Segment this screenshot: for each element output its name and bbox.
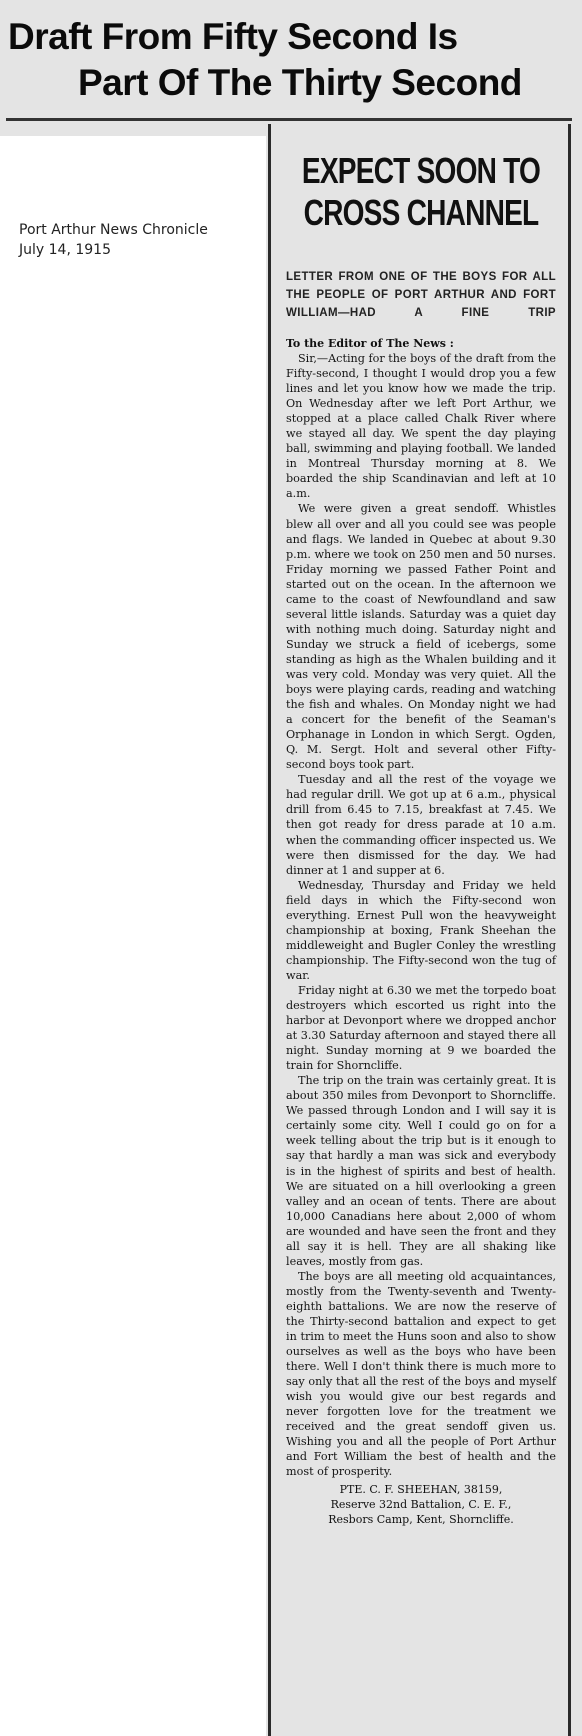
headline-line-1: Draft From Fifty Second Is bbox=[8, 16, 458, 57]
subhead-line-1: EXPECT SOON TO bbox=[301, 150, 541, 191]
paragraph-2: We were given a great sendoff. Whistles blew all over and all you could see was people and flags. We landed in Quebec at about 9.30 p.m. where we took on 250 men and 50 nurses. Friday morning we passed Father Point and started out on the ocean. In the afternoon we came to the coast of Newfoundland and saw several little islands. Saturday was a quiet day with nothing much doing. Saturday night and Sunday we struck a field of icebergs, some standing as high as the Whalen building and it was very cold. Monday was very quiet. All the boys were playing cards, reading and watching the fish and whales. On Monday night we had a concert for the benefit of the Seaman's Orphanage in London in which Sergt. Ogden, Q. M. Sergt. Holt and several other Fifty-second boys took part. bbox=[286, 502, 556, 772]
subhead-line-2: CROSS CHANNEL bbox=[303, 192, 539, 233]
paragraph-6: The trip on the train was certainly great. It is about 350 miles from Devonport to Shorncliffe. We passed through London and I will say it is certainly some city. Well I could go on for a week telling about the trip but is it enough to say that hardly a man was sick and everybody is in the highest of spirits and best of health. We are situated on a hill overlooking a green valley and an ocean of tents. There are about 10,000 Canadians here about 2,000 of whom are wounded and have seen the front and they all say it is hell. They are all shaking like leaves, mostly from gas. bbox=[286, 1074, 556, 1268]
source-caption-box bbox=[0, 136, 266, 1736]
column-rule-left bbox=[268, 124, 271, 1736]
headline-line-2: Part Of The Thirty Second bbox=[78, 62, 522, 103]
signature-block bbox=[286, 1482, 556, 1527]
paragraph-4: Wednesday, Thursday and Friday we held field days in which the Fifty-second won everything. Ernest Pull won the heavyweight championship at boxing, Frank Sheehan the middleweight and Bugler Conley the wrestling championship. The Fifty-second won the tug of war. bbox=[286, 878, 556, 982]
paragraph-5: Friday night at 6.30 we met the torpedo boat destroyers which escorted us right into the harbor at Devonport where we dropped anchor at 3.30 Saturday afternoon and stayed there all night. Sunday morning at 9 we boarded the train for Shorncliffe. bbox=[286, 983, 556, 1073]
signature-unit: Reserve 32nd Battalion, C. E. F., bbox=[330, 1497, 512, 1511]
signature-name: PTE. C. F. SHEEHAN, 38159, bbox=[339, 1482, 503, 1496]
salutation: To the Editor of The News : bbox=[286, 337, 454, 350]
paragraph-3: Tuesday and all the rest of the voyage we had regular drill. We got up at 6 a.m., physical drill from 6.45 to 7.15, breakfast at 7.45. We then got ready for dress parade at 10 a.m. when the commanding officer inspected us. We were then dismissed for the day. We had dinner at 1 and supper at 6. bbox=[286, 773, 556, 877]
signature-camp: Resbors Camp, Kent, Shorncliffe. bbox=[328, 1512, 514, 1526]
caption-source: Port Arthur News Chronicle bbox=[19, 222, 208, 238]
article-subhead bbox=[292, 150, 549, 234]
article-deck: LETTER FROM ONE OF THE BOYS FOR ALL THE PEOPLE OF PORT ARTHUR AND FORT WILLIAM—HAD A FINE TRIP bbox=[286, 271, 556, 319]
paragraph-1: Sir,—Acting for the boys of the draft from the Fifty-second, I thought I would drop you a few lines and let you know how we made the trip. On Wednesday after we left Port Arthur, we stopped at a place called Chalk River where we stayed all day. We spent the day playing ball, swimming and playing football. We landed in Montreal Thursday morning at 8. We boarded the ship Scandinavian and left at 10 a.m. bbox=[286, 352, 557, 501]
column-rule-right bbox=[568, 124, 571, 1736]
article-column bbox=[286, 150, 556, 1527]
caption-date: July 14, 1915 bbox=[19, 242, 111, 258]
headline bbox=[8, 14, 574, 106]
headline-rule bbox=[6, 118, 572, 121]
paragraph-7: The boys are all meeting old acquaintances, mostly from the Twenty-seventh and Twenty-eighth battalions. We are now the reserve of the Thirty-second battalion and expect to get in trim to meet the Huns soon and also to show ourselves as well as the boys who have been there. Well I don't think there is much more to say only that all the rest of the boys and myself wish you would give our best regards and never forgotten love for the treatment we received and the great sendoff given us. Wishing you and all the people of Port Arthur and Fort William the best of health and the most of prosperity. bbox=[286, 1269, 556, 1479]
